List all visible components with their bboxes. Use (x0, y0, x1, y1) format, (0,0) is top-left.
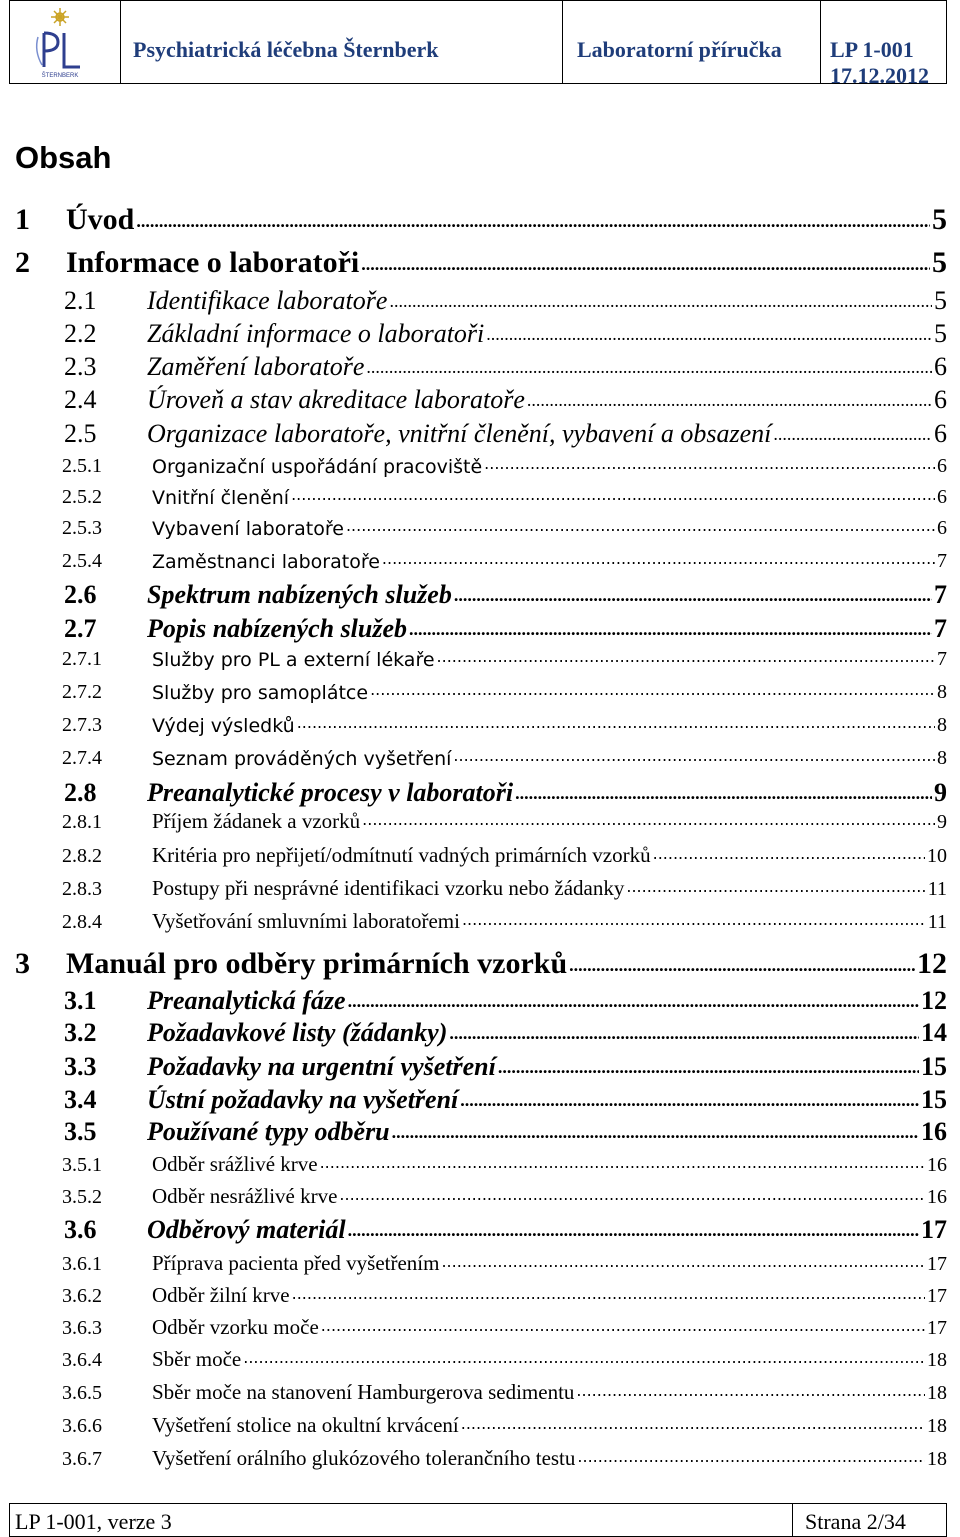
toc-entry-number: 3.6.6 (62, 1415, 102, 1437)
toc-entry-number: 3.6.3 (62, 1317, 102, 1339)
toc-entry-label: Používané typy odběru (147, 1117, 390, 1146)
toc-entry-number: 2.5.1 (62, 455, 102, 477)
toc-entry-page: 6 (934, 419, 947, 448)
toc-entry[interactable] (0, 576, 960, 610)
toc-entry[interactable] (0, 1113, 960, 1147)
toc-dot-leader (454, 585, 932, 605)
toc-entry-number: 3.4 (64, 1085, 97, 1114)
toc-entry-label: Sběr moče (152, 1347, 242, 1371)
toc-dot-leader (292, 1284, 925, 1304)
toc-entry[interactable] (0, 1211, 960, 1245)
toc-entry-page: 8 (937, 681, 947, 703)
toc-entry-page: 17 (927, 1285, 947, 1307)
toc-dot-leader (321, 1316, 925, 1336)
toc-dot-leader (136, 211, 930, 231)
toc-entry-page: 7 (937, 550, 947, 572)
page-footer (9, 1503, 947, 1537)
toc-entry-label: Zaměstnanci laboratoře (152, 551, 380, 573)
toc-entry-number: 3.6 (64, 1215, 97, 1244)
toc-entry-label: Úvod (66, 203, 135, 236)
toc-entry-page: 18 (927, 1349, 947, 1371)
toc-dot-leader (441, 1252, 925, 1272)
svg-text:ŠTERNBERK: ŠTERNBERK (41, 73, 79, 79)
toc-entry-page: 9 (934, 778, 947, 807)
toc-entry-number: 2.8.3 (62, 878, 102, 900)
toc-entry[interactable] (0, 203, 960, 237)
toc-entry-label: Služby pro samoplátce (152, 682, 369, 704)
toc-entry-page: 8 (937, 714, 947, 736)
toc-entry-page: 6 (937, 455, 947, 477)
toc-entry-label: Výdej výsledků (152, 715, 295, 737)
toc-entry-number: 2.7.3 (62, 714, 102, 736)
toc-entry-page: 9 (937, 811, 947, 833)
toc-entry-number: 2.4 (64, 385, 97, 414)
toc-entry-number: 3.5.2 (62, 1186, 102, 1208)
toc-entry-page: 5 (932, 203, 947, 236)
toc-dot-leader (346, 516, 935, 536)
toc-entry[interactable] (0, 637, 960, 671)
toc-entry-page: 5 (934, 319, 947, 348)
toc-entry-page: 15 (921, 1085, 947, 1114)
toc-entry[interactable] (0, 1274, 960, 1308)
logo-cell (10, 1, 121, 83)
toc-dot-leader (484, 454, 935, 474)
toc-entry-page: 11 (927, 878, 947, 900)
toc-entry-number: 3 (15, 947, 30, 980)
toc-entry-number: 3.5.1 (62, 1154, 102, 1176)
toc-entry-page: 8 (937, 747, 947, 769)
toc-entry[interactable] (0, 1338, 960, 1372)
toc-entry-label: Odběrový materiál (147, 1215, 346, 1244)
toc-dot-leader (362, 810, 935, 830)
title-cell (563, 1, 821, 83)
toc-entry-label: Organizace laboratoře, vnitřní členění, vybavení a obsazení (147, 419, 772, 448)
toc-dot-leader (339, 1185, 925, 1205)
toc-entry-label: Seznam prováděných vyšetření (152, 748, 452, 770)
toc-entry-label: Vnitřní členění (152, 487, 290, 509)
toc-entry-label: Sběr moče na stanovení Hamburgerova sedimentu (152, 1380, 575, 1404)
toc-entry-label: Vyšetřování smluvními laboratořemi (152, 909, 460, 933)
toc-entry[interactable] (0, 1014, 960, 1048)
toc-entry[interactable] (0, 444, 960, 478)
toc-entry-page: 17 (927, 1253, 947, 1275)
toc-dot-leader (291, 485, 935, 505)
toc-entry[interactable] (0, 1048, 960, 1082)
toc-dot-leader (389, 291, 932, 311)
toc-entry[interactable] (0, 703, 960, 737)
toc-entry-label: Vyšetření stolice na okultní krvácení (152, 1413, 459, 1437)
toc-entry-page: 5 (932, 246, 947, 279)
toc-entry-label: Identifikace laboratoře (147, 286, 388, 315)
toc-entry-label: Požadavky na urgentní vyšetření (147, 1052, 496, 1081)
toc-entry-page: 12 (917, 947, 947, 980)
toc-entry[interactable] (0, 475, 960, 509)
footer-version: LP 1-001, verze 3 (10, 1504, 793, 1536)
institution-logo-icon (30, 7, 94, 79)
toc-entry-page: 12 (921, 986, 947, 1015)
toc-dot-leader (366, 357, 932, 377)
toc-entry-page: 7 (934, 580, 947, 609)
toc-entry-number: 2.3 (64, 352, 97, 381)
toc-entry-label: Odběr nesrážlivé krve (152, 1184, 338, 1208)
toc-dot-leader (626, 877, 925, 897)
toc-entry-number: 3.6.7 (62, 1448, 102, 1470)
toc-entry-label: Odběr srážlivé krve (152, 1152, 318, 1176)
toc-dot-leader (437, 647, 935, 667)
toc-entry-number: 2.8.1 (62, 811, 102, 833)
toc-entry-number: 1 (15, 203, 30, 236)
toc-entry-label: Základní informace o laboratoři (147, 319, 485, 348)
toc-dot-leader (486, 324, 932, 344)
toc-dot-leader (382, 549, 935, 569)
toc-entry-label: Odběr žilní krve (152, 1283, 290, 1307)
toc-entry-label: Příjem žádanek a vzorků (152, 809, 361, 833)
toc-entry-page: 16 (921, 1117, 947, 1146)
toc-entry-number: 3.6.4 (62, 1349, 102, 1371)
toc-dot-leader (653, 844, 925, 864)
footer-page-number: Strana 2/34 (805, 1509, 906, 1534)
toc-entry[interactable] (0, 736, 960, 770)
toc-entry[interactable] (0, 947, 960, 981)
toc-entry-number: 2.2 (64, 319, 97, 348)
toc-entry-number: 3.6.2 (62, 1285, 102, 1307)
toc-entry-page: 15 (921, 1052, 947, 1081)
toc-entry[interactable] (0, 506, 960, 540)
toc-entry[interactable] (0, 867, 960, 901)
toc-entry-page: 10 (927, 845, 947, 867)
toc-entry[interactable] (0, 800, 960, 834)
toc-entry-number: 2.7.1 (62, 648, 102, 670)
toc-entry-page: 7 (937, 648, 947, 670)
toc-entry-page: 16 (927, 1154, 947, 1176)
toc-entry-page: 18 (927, 1415, 947, 1437)
toc-entry-label: Úroveň a stav akreditace laboratoře (147, 385, 525, 414)
toc-entry-number: 2.8.2 (62, 845, 102, 867)
document-title: Laboratorní příručka (577, 37, 782, 62)
toc-entry-label: Spektrum nabízených služeb (147, 580, 452, 609)
toc-entry[interactable] (0, 539, 960, 573)
toc-entry-number: 2.5.2 (62, 486, 102, 508)
toc-entry-number: 3.6.1 (62, 1253, 102, 1275)
toc-entry-label: Informace o laboratoři (66, 246, 360, 279)
toc-dot-leader (498, 1057, 919, 1077)
toc-dot-leader (361, 254, 930, 274)
toc-entry-page: 6 (934, 352, 947, 381)
toc-dot-leader (297, 713, 935, 733)
toc-entry-number: 2 (15, 246, 30, 279)
toc-entry-label: Vyšetření orálního glukózového tolerančního testu (152, 1446, 576, 1470)
toc-entry-number: 2.8 (64, 778, 97, 807)
toc-dot-leader (392, 1122, 919, 1142)
toc-entry[interactable] (0, 1437, 960, 1471)
document-code: LP 1-001 (830, 37, 914, 62)
toc-dot-leader (348, 991, 919, 1011)
toc-entry-number: 2.5.4 (62, 550, 102, 572)
toc-entry[interactable] (0, 670, 960, 704)
toc-entry-page: 14 (921, 1018, 947, 1047)
toc-dot-leader (449, 1023, 919, 1043)
toc-entry-number: 2.5 (64, 419, 97, 448)
toc-entry-number: 2.8.4 (62, 911, 102, 933)
toc-entry[interactable] (0, 348, 960, 382)
toc-entry-label: Zaměření laboratoře (147, 352, 365, 381)
toc-entry[interactable] (0, 1175, 960, 1209)
toc-entry[interactable] (0, 900, 960, 934)
toc-dot-leader (577, 1447, 925, 1467)
organization-cell (121, 1, 563, 83)
toc-dot-leader (453, 746, 935, 766)
toc-dot-leader (569, 955, 915, 975)
toc-entry-label: Příprava pacienta před vyšetřením (152, 1251, 440, 1275)
toc-entry-number: 3.5 (64, 1117, 97, 1146)
toc-entry-page: 18 (927, 1448, 947, 1470)
toc-entry[interactable] (0, 982, 960, 1016)
toc-entry[interactable] (0, 381, 960, 415)
toc-entry-page: 6 (934, 385, 947, 414)
toc-dot-leader (773, 424, 932, 444)
toc-dot-leader (348, 1220, 919, 1240)
toc-entry-page: 17 (927, 1317, 947, 1339)
toc-entry-page: 7 (934, 614, 947, 643)
toc-dot-leader (461, 1414, 925, 1434)
doc-code-cell (821, 1, 946, 88)
toc-dot-leader (243, 1348, 925, 1368)
toc-entry-label: Preanalytická fáze (147, 986, 346, 1015)
toc-dot-leader (320, 1153, 925, 1173)
toc-dot-leader (527, 390, 932, 410)
toc-entry-number: 2.7.4 (62, 747, 102, 769)
toc-entry-number: 3.6.5 (62, 1382, 102, 1404)
toc-entry-label: Vybavení laboratoře (152, 518, 344, 540)
toc-entry-number: 2.6 (64, 580, 97, 609)
toc-entry[interactable] (0, 1242, 960, 1276)
toc-entry-number: 3.2 (64, 1018, 97, 1047)
toc-entry-page: 17 (921, 1215, 947, 1244)
toc-entry-page: 16 (927, 1186, 947, 1208)
toc-entry-page: 6 (937, 517, 947, 539)
organization-name: Psychiatrická léčebna Šternberk (133, 37, 439, 62)
toc-dot-leader (409, 619, 932, 639)
toc-entry-label: Kritéria pro nepřijetí/odmítnutí vadných primárních vzorků (152, 843, 651, 867)
toc-entry-number: 2.1 (64, 286, 97, 315)
toc-entry[interactable] (0, 246, 960, 280)
toc-entry[interactable] (0, 1081, 960, 1115)
page-header (9, 0, 947, 88)
toc-entry-label: Ústní požadavky na vyšetření (147, 1085, 459, 1114)
toc-entry-label: Odběr vzorku moče (152, 1315, 319, 1339)
toc-entry-number: 3.3 (64, 1052, 97, 1081)
toc-entry[interactable] (0, 282, 960, 316)
toc-entry-number: 3.1 (64, 986, 97, 1015)
toc-entry-page: 11 (927, 911, 947, 933)
document-date: 17.12.2012 (830, 63, 929, 88)
toc-entry-number: 2.7.2 (62, 681, 102, 703)
toc-entry[interactable] (0, 1404, 960, 1438)
toc-entry-page: 5 (934, 286, 947, 315)
toc-dot-leader (370, 680, 935, 700)
toc-entry-label: Požadavkové listy (žádanky) (147, 1018, 448, 1047)
toc-entry[interactable] (0, 1306, 960, 1340)
toc-entry-number: 2.7 (64, 614, 97, 643)
toc-entry-label: Organizační uspořádání pracoviště (152, 456, 483, 478)
content-title: Obsah (15, 140, 112, 175)
toc-entry[interactable] (0, 315, 960, 349)
toc-entry-page: 18 (927, 1382, 947, 1404)
toc-entry[interactable] (0, 1371, 960, 1405)
toc-entry[interactable] (0, 1143, 960, 1177)
toc-dot-leader (576, 1381, 925, 1401)
toc-dot-leader (462, 910, 926, 930)
toc-entry-page: 6 (937, 486, 947, 508)
toc-entry-label: Manuál pro odběry primárních vzorků (66, 947, 568, 980)
toc-entry[interactable] (0, 834, 960, 868)
toc-entry-label: Postupy při nesprávné identifikaci vzorku nebo žádanky (152, 876, 625, 900)
toc-entry-number: 2.5.3 (62, 517, 102, 539)
toc-entry-label: Služby pro PL a externí lékaře (152, 649, 435, 671)
toc-entry-label: Popis nabízených služeb (147, 614, 408, 643)
toc-entry-label: Preanalytické procesy v laboratoři (147, 778, 514, 807)
toc-dot-leader (460, 1090, 919, 1110)
